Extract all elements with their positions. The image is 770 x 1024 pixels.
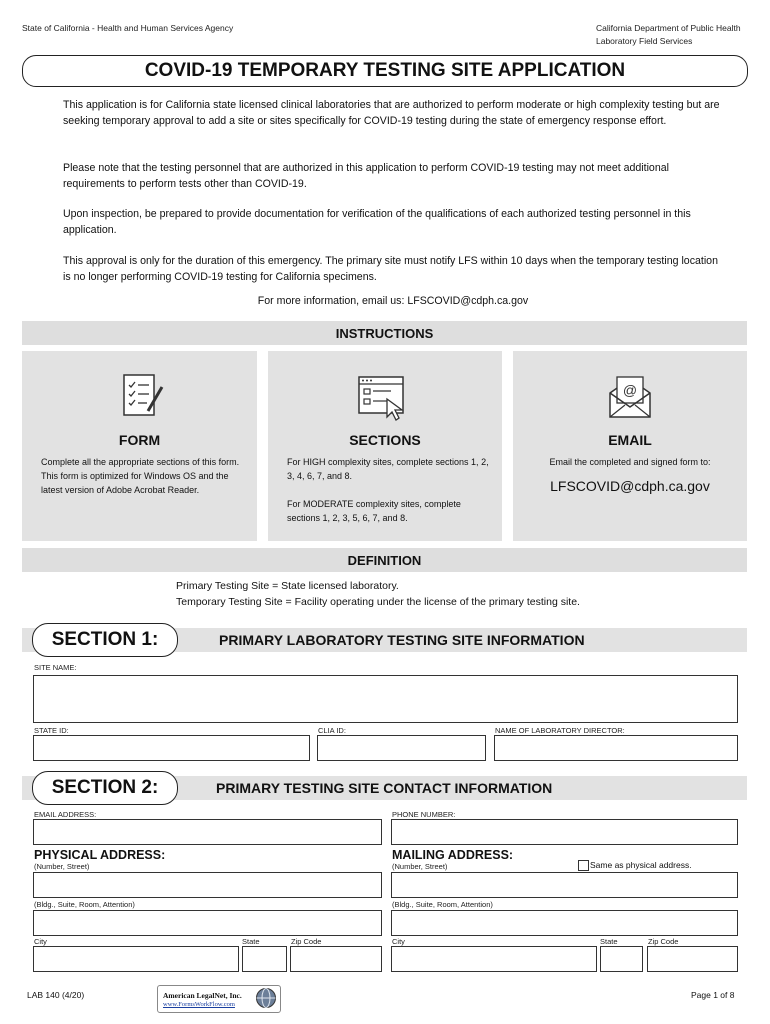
mailing-city-label: City	[392, 937, 405, 946]
section-1-label: SECTION 1:	[32, 623, 178, 657]
physical-state-label: State	[242, 937, 260, 946]
page-title: COVID-19 TEMPORARY TESTING SITE APPLICATION	[22, 55, 748, 87]
moderate-complexity-text: For MODERATE complexity sites, complete sections 1, 2, 3, 5, 6, 7, and 8.	[287, 499, 461, 523]
physical-zip-input[interactable]	[290, 946, 382, 972]
email-title: EMAIL	[608, 432, 652, 448]
high-complexity-text: For HIGH complexity sites, complete sections 1, 2, 3, 4, 6, 7, and 8.	[287, 457, 489, 481]
mailing-zip-input[interactable]	[647, 946, 738, 972]
physical-zip-label: Zip Code	[291, 937, 322, 946]
intro-paragraph-3: Upon inspection, be prepared to provide documentation for verification of the qualifications of each authorized testing personnel in this application.	[63, 208, 691, 236]
form-id: LAB 140 (4/20)	[27, 990, 85, 1000]
email-address-input[interactable]	[33, 819, 382, 845]
intro-paragraph-1: This application is for California state licensed clinical laboratories that are authorized to perform moderate or high complexity testing but are seeking temporary approval to add a site or sites specifically for COVID-19 testing during the state of emergency response effort.	[63, 99, 720, 127]
physical-state-input[interactable]	[242, 946, 287, 972]
form-window-icon	[357, 375, 411, 421]
state-id-input[interactable]	[33, 735, 310, 761]
state-id-label: STATE ID:	[34, 726, 69, 735]
mailing-zip-label: Zip Code	[648, 937, 679, 946]
section-2-title: PRIMARY TESTING SITE CONTACT INFORMATION	[216, 780, 553, 796]
email-instructions-text: Email the completed and signed form to:	[549, 457, 711, 467]
sections-title: SECTIONS	[349, 432, 421, 448]
email-panel	[513, 351, 747, 541]
form-title: FORM	[118, 432, 161, 448]
checklist-icon	[120, 373, 166, 419]
mailing-state-label: State	[600, 937, 618, 946]
mailing-street-input[interactable]	[391, 872, 738, 898]
legalnet-logo	[157, 985, 281, 1013]
more-info-text: For more information, email us: LFSCOVID@cdph.ca.gov	[257, 295, 529, 307]
definition-temporary: Temporary Testing Site = Facility operating under the license of the primary testing site.	[176, 596, 580, 608]
intro-paragraph-4: This approval is only for the duration of this emergency. The primary site must notify LFS within 10 days when the temporary testing location is no longer performing COVID-19 testing for California specimens.	[63, 255, 718, 283]
site-name-label: SITE NAME:	[34, 663, 77, 672]
mailing-street-label: (Number, Street)	[392, 862, 448, 871]
form-panel	[22, 351, 257, 541]
legalnet-name: American LegalNet, Inc.	[163, 991, 242, 1000]
phone-number-input[interactable]	[391, 819, 738, 845]
form-instructions-text: Complete all the appropriate sections of this form. This form is optimized for Windows OS and the latest version of Adobe Acrobat Reader.	[41, 457, 240, 495]
director-label: NAME OF LABORATORY DIRECTOR:	[495, 726, 625, 735]
mailing-bldg-input[interactable]	[391, 910, 738, 936]
director-input[interactable]	[494, 735, 738, 761]
physical-bldg-label: (Bldg., Suite, Room, Attention)	[34, 900, 135, 909]
legalnet-link[interactable]: www.FormsWorkFlow.com	[163, 1001, 235, 1008]
physical-street-label: (Number, Street)	[34, 862, 90, 871]
sections-panel	[268, 351, 502, 541]
svg-text:@: @	[622, 382, 638, 398]
physical-city-label: City	[34, 937, 47, 946]
clia-id-label: CLIA ID:	[318, 726, 346, 735]
site-name-input[interactable]	[33, 675, 738, 723]
same-as-physical-checkbox[interactable]	[578, 860, 589, 871]
physical-city-input[interactable]	[33, 946, 239, 972]
mailing-state-input[interactable]	[600, 946, 643, 972]
instructions-heading: INSTRUCTIONS	[22, 321, 747, 345]
definition-heading: DEFINITION	[22, 548, 747, 572]
department-header: California Department of Public Health	[596, 23, 741, 33]
section-1-title: PRIMARY LABORATORY TESTING SITE INFORMATION	[219, 632, 585, 648]
page-number: Page 1 of 8	[691, 990, 735, 1000]
phone-number-label: PHONE NUMBER:	[392, 810, 456, 819]
same-as-physical-label: Same as physical address.	[590, 860, 692, 870]
mailing-address-heading: MAILING ADDRESS:	[392, 848, 514, 862]
section-2-label: SECTION 2:	[32, 771, 178, 805]
definition-primary: Primary Testing Site = State licensed laboratory.	[176, 580, 399, 592]
mailing-city-input[interactable]	[391, 946, 597, 972]
agency-header: State of California - Health and Human Services Agency	[22, 23, 234, 33]
physical-address-heading: PHYSICAL ADDRESS:	[34, 848, 166, 862]
email-envelope-icon	[607, 373, 653, 421]
clia-id-input[interactable]	[317, 735, 486, 761]
mailing-bldg-label: (Bldg., Suite, Room, Attention)	[392, 900, 493, 909]
division-header: Laboratory Field Services	[596, 36, 693, 46]
globe-icon	[255, 987, 277, 1009]
email-address[interactable]: LFSCOVID@cdph.ca.gov	[550, 478, 710, 494]
physical-bldg-input[interactable]	[33, 910, 382, 936]
email-address-label: EMAIL ADDRESS:	[34, 810, 97, 819]
intro-paragraph-2: Please note that the testing personnel that are authorized in this application to perform COVID-19 testing may not meet additional requirements to perform tests other than COVID-19.	[63, 162, 669, 190]
physical-street-input[interactable]	[33, 872, 382, 898]
